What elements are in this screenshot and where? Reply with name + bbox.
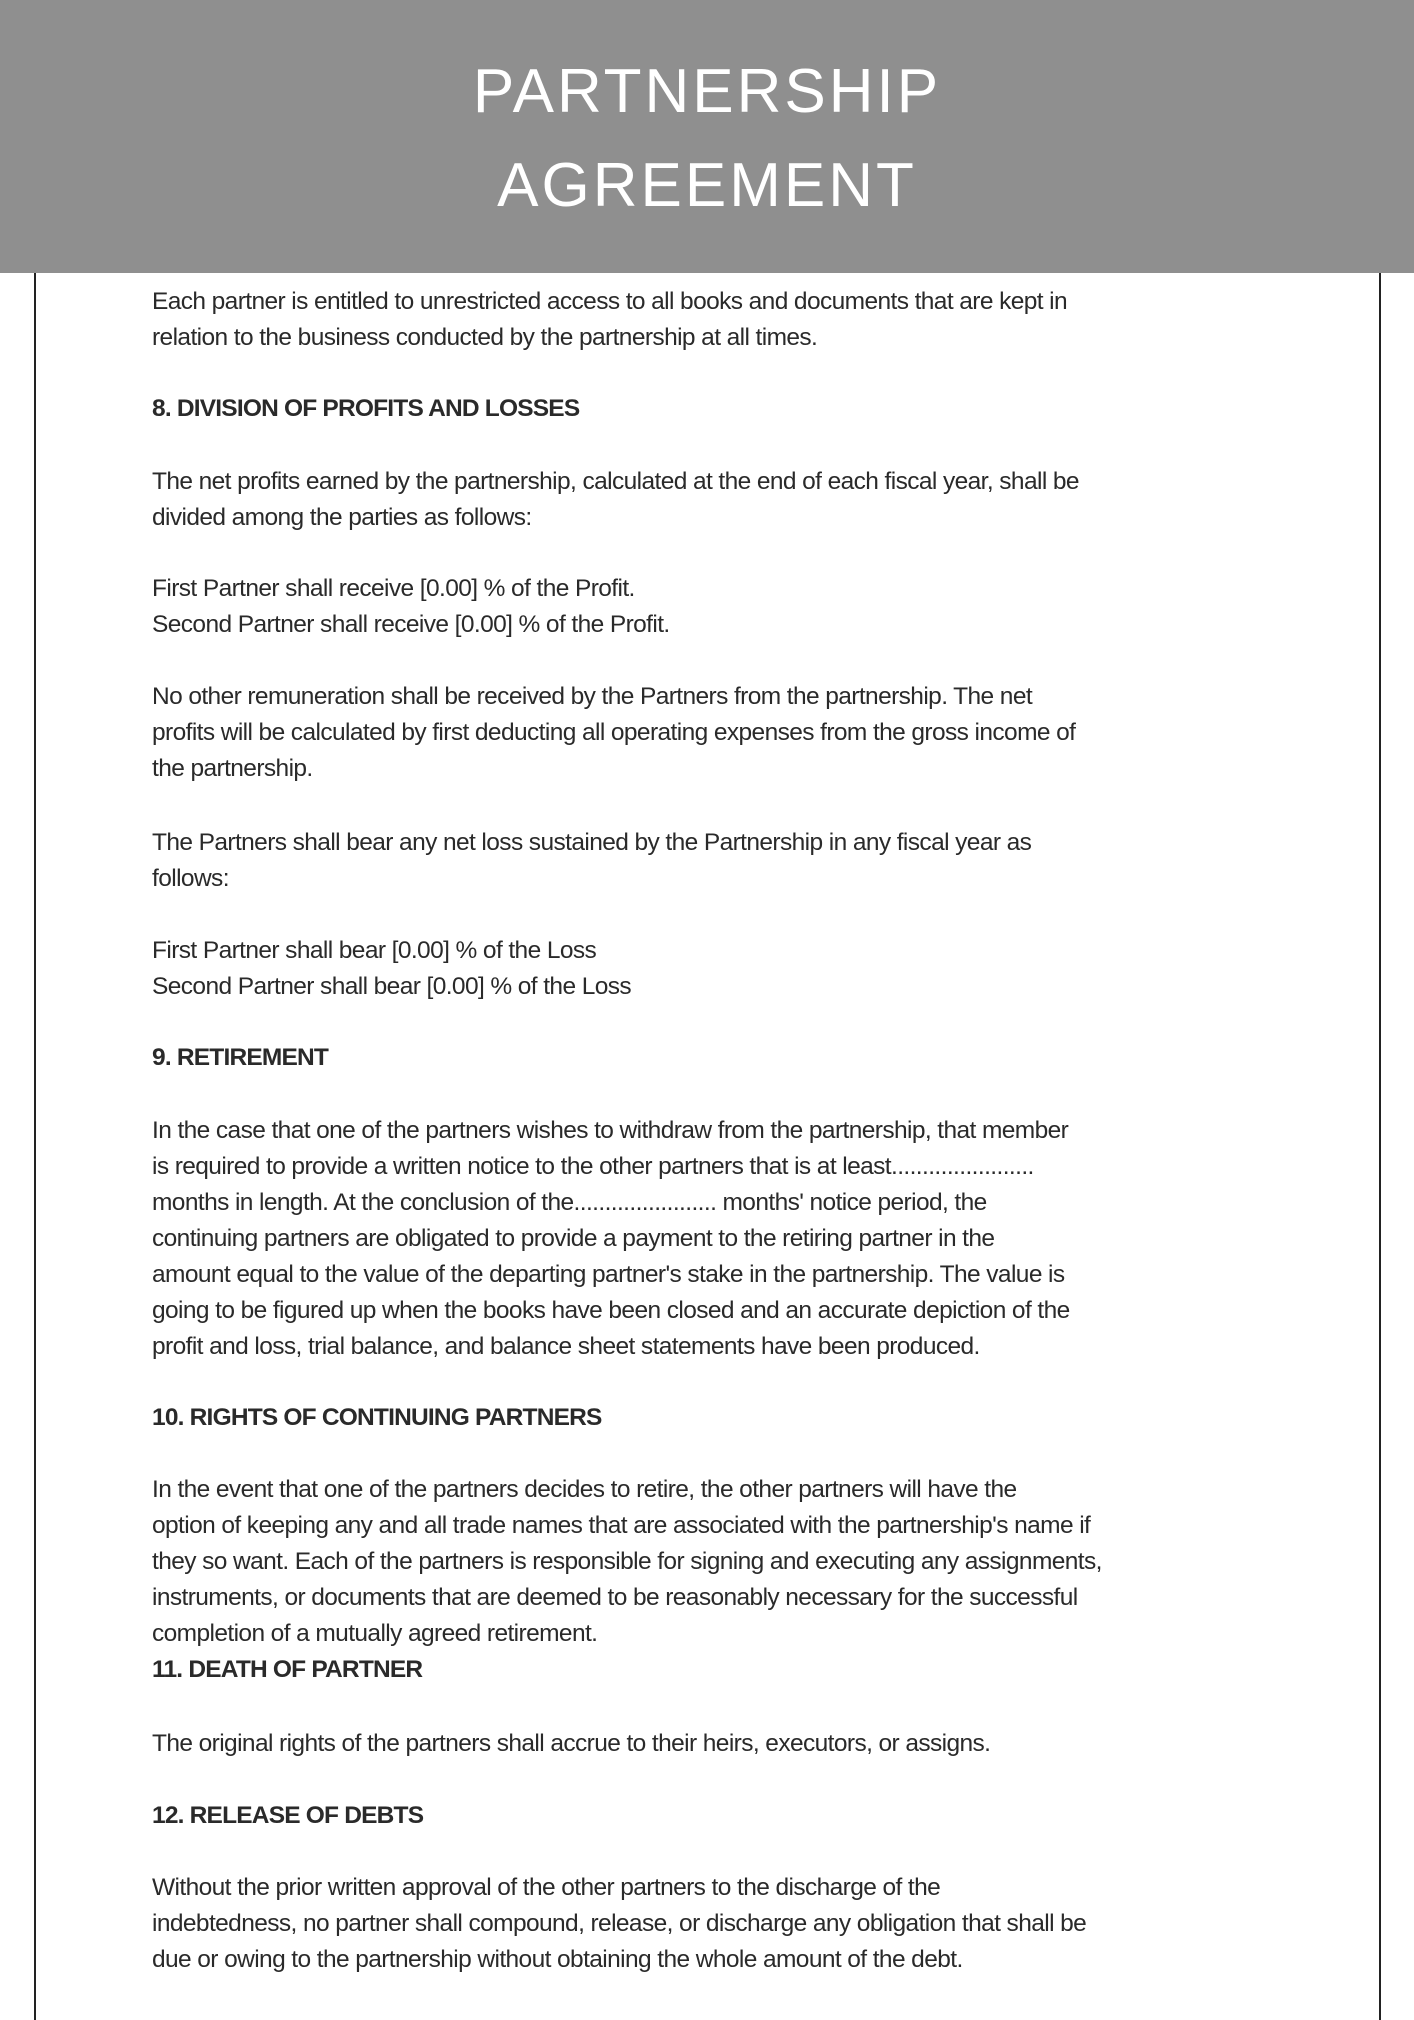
paragraph-line: No other remuneration shall be received by the Partners from the partnership. The net	[152, 683, 1033, 710]
profit-shares	[152, 571, 1282, 643]
continuing-partners-paragraph	[152, 1472, 1282, 1652]
section-heading-text: 10. RIGHTS OF CONTINUING PARTNERS	[152, 1404, 602, 1431]
paragraph-line: The original rights of the partners shall accrue to their heirs, executors, or assigns.	[152, 1730, 991, 1757]
section-heading-text: 12. RELEASE OF DEBTS	[152, 1802, 424, 1829]
paragraph-line: option of keeping any and all trade names that are associated with the partnership's name if	[152, 1512, 1091, 1539]
paragraph-line: relation to the business conducted by the partnership at all times.	[152, 324, 818, 351]
paragraph-line: the partnership.	[152, 755, 313, 782]
paragraph-line: divided among the parties as follows:	[152, 504, 532, 531]
paragraph-line: continuing partners are obligated to provide a payment to the retiring partner in the	[152, 1225, 995, 1252]
paragraph-line: In the event that one of the partners decides to retire, the other partners will have the	[152, 1476, 1017, 1503]
paragraph-line: Without the prior written approval of the other partners to the discharge of the	[152, 1874, 941, 1901]
paragraph-line: profit and loss, trial balance, and balance sheet statements have been produced.	[152, 1333, 980, 1360]
paragraph-line: amount equal to the value of the departing partner's stake in the partnership. The value is	[152, 1261, 1065, 1288]
title-banner	[0, 0, 1414, 273]
paragraph-line: instruments, or documents that are deemed to be reasonably necessary for the successful	[152, 1584, 1078, 1611]
loss-shares	[152, 933, 1282, 1005]
release-paragraph	[152, 1870, 1282, 1978]
paragraph-line: Second Partner shall bear [0.00] % of the Loss	[152, 973, 632, 1000]
section-9-heading	[152, 1040, 1282, 1076]
paragraph-line: indebtedness, no partner shall compound, release, or discharge any obligation that shall be	[152, 1910, 1087, 1937]
remuneration-paragraph	[152, 679, 1282, 787]
paragraph-line: Second Partner shall receive [0.00] % of the Profit.	[152, 611, 670, 638]
paragraph-line: In the case that one of the partners wishes to withdraw from the partnership, that member	[152, 1117, 1069, 1144]
paragraph-line: Each partner is entitled to unrestricted access to all books and documents that are kept in	[152, 288, 1068, 315]
paragraph-line: The Partners shall bear any net loss sustained by the Partnership in any fiscal year as	[152, 829, 1032, 856]
paragraph-line: going to be figured up when the books have been closed and an accurate depiction of the	[152, 1297, 1070, 1324]
paragraph-line: they so want. Each of the partners is responsible for signing and executing any assignments,	[152, 1548, 1102, 1575]
paragraph-line: is required to provide a written notice to the other partners that is at least.......................	[152, 1153, 1034, 1180]
section-heading-text: 11. DEATH OF PARTNER	[152, 1656, 423, 1683]
paragraph-line: due or owing to the partnership without obtaining the whole amount of the debt.	[152, 1946, 963, 1973]
section-10-heading	[152, 1400, 1282, 1436]
section-heading-text: 8. DIVISION OF PROFITS AND LOSSES	[152, 395, 580, 422]
death-paragraph	[152, 1726, 1282, 1762]
paragraph-line: months in length. At the conclusion of the....................... months' notice period, the	[152, 1189, 987, 1216]
paragraph-line: The net profits earned by the partnership, calculated at the end of each fiscal year, shall be	[152, 468, 1079, 495]
access-paragraph	[152, 284, 1282, 356]
section-11-heading	[152, 1652, 1282, 1688]
section-8-heading	[152, 391, 1282, 427]
paragraph-line: follows:	[152, 865, 229, 892]
section-heading-text: 9. RETIREMENT	[152, 1044, 329, 1071]
title-line-1: PARTNERSHIP	[472, 57, 942, 126]
section-12-heading	[152, 1798, 1282, 1834]
paragraph-line: First Partner shall bear [0.00] % of the Loss	[152, 937, 597, 964]
paragraph-line: completion of a mutually agreed retirement.	[152, 1620, 598, 1647]
title-line-2: AGREEMENT	[497, 151, 917, 220]
net-profits-paragraph	[152, 464, 1282, 536]
retirement-paragraph	[152, 1113, 1282, 1365]
net-loss-paragraph	[152, 825, 1282, 897]
paragraph-line: First Partner shall receive [0.00] % of the Profit.	[152, 575, 635, 602]
paragraph-line: profits will be calculated by first deducting all operating expenses from the gross income of	[152, 719, 1076, 746]
